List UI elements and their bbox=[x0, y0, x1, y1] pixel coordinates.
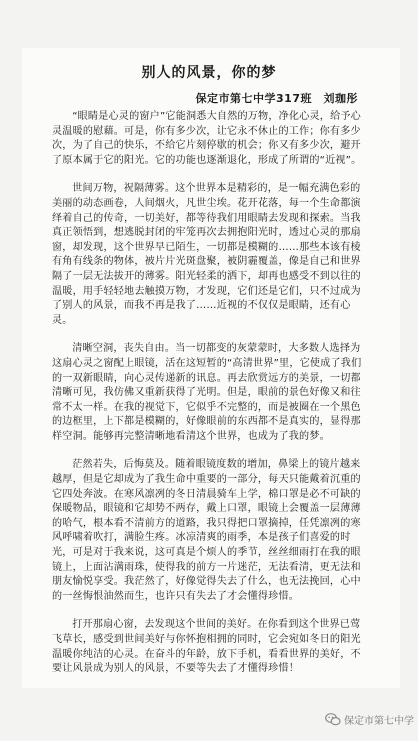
article-body bbox=[52, 110, 362, 691]
watermark bbox=[325, 712, 414, 727]
paragraph-5: 打开那扇心窗，去发现这个世间的美好。在你看到这个世界已莺飞草长，感受到世间美好与你怀抱相拥的同时，它会宛如冬日的阳光温暖你纯洁的心灵。在奋斗的年龄，放下手机，看看世界的美好，不要让风景成为别人的风景，不要等失去了才懂得珍惜！ bbox=[52, 619, 361, 675]
article-title: 别人的风景，你的梦 bbox=[141, 65, 277, 81]
watermark-text: 保定市第七中学 bbox=[344, 716, 414, 727]
paragraph-2: 世间万物，祝隔薄雾。这个世界本是精彩的，是一幅充满色彩的美丽的动态画卷，人间烟火，凡世尘埃。花开花落，每一个生命都演绎着自己的传奇，一切美好，都等待我们用眼睛去发现和探索。当我真正领悟到，想逃脱封闭的牢笼再次去拥抱阳光时，透过心灵的那扇窗，却发现，这个世界早已陌生，一切都是模糊的……那些本该有棱有角有线条的物体，被片片光斑盘聚，被阴霾覆盖，像是自己和世界隔了一层无法拔开的薄雾。阳光轻柔的洒下，却再也感受不到以往的温暖，用手轻轻地去触摸万物，才发现，它们还是它们，只不过成为了别人的风景，而我不再是我了……近视的不仅仅是眼睛，还有心灵。 bbox=[52, 183, 361, 326]
article-byline: 保定市第七中学317班 刘珈彤 bbox=[195, 92, 358, 105]
paragraph-1: “眼睛是心灵的窗户”它能洞悉大自然的万物，净化心灵，给予心灵温暖的慰藉。可是，你有多少次，让它永不休止的工作；你有多少次，为了自己的快乐，不给它片刻停歇的机会；你又有多少次，避开了原本属于它的阳光。它的功能也逐渐退化，形成了所谓的“近视”。 bbox=[52, 111, 362, 166]
paragraph-4: 茫然若失，后悔莫及。随着眼镜度数的增加，鼻梁上的镜片越来越厚，但是它却成为了我生命中重要的一部分，每天只能戴着沉重的它四处奔波。在寒风凛冽的冬日清晨骑车上学，棉口罩是必不可缺的保暖物品，眼镜和它却势不两存，戴上口罩，眼镜上会覆盖一层薄薄的哈气，根本看不清前方的道路，我只得把口罩摘掉，任凭凛冽的寒风呼啸着吹打，满脸生疼。冰凉清爽的雨季，本是孩子们喜爱的时光，可是对于我来说，这可真是个烦人的季节，丝丝细雨打在我的眼镜上，上面沾满雨珠，使得我的前方一片迷茫，无法看清，更无法和朋友愉悦享受。我茫然了，好像觉得失去了什么，也无法挽回，心中的一丝悔恨油然而生，也许只有失去了才会懂得珍惜。 bbox=[52, 459, 361, 602]
wechat-icon bbox=[325, 713, 341, 726]
paragraph-3: 清晰空洞，丧失自由。当一切都变的灰蒙蒙时，大多数人选择为这扇心灵之窗配上眼镜，活在这短暂的“高清世界”里，它使成了我们的一双新眼睛，向心灵传递新的讯息。再去欣赏远方的美景，一切都清晰可见，我仿佛又重新获得了光明。但是，眼前的景色好像又和往常不太一样。在我的视觉下，它似乎不完整的，而是被圈在一个黑色的边框里，上下都是模糊的，好像眼前的东西都不是真实的，显得那样空洞。能够再完整清晰地看清这个世界，也成为了我的梦。 bbox=[52, 343, 362, 442]
